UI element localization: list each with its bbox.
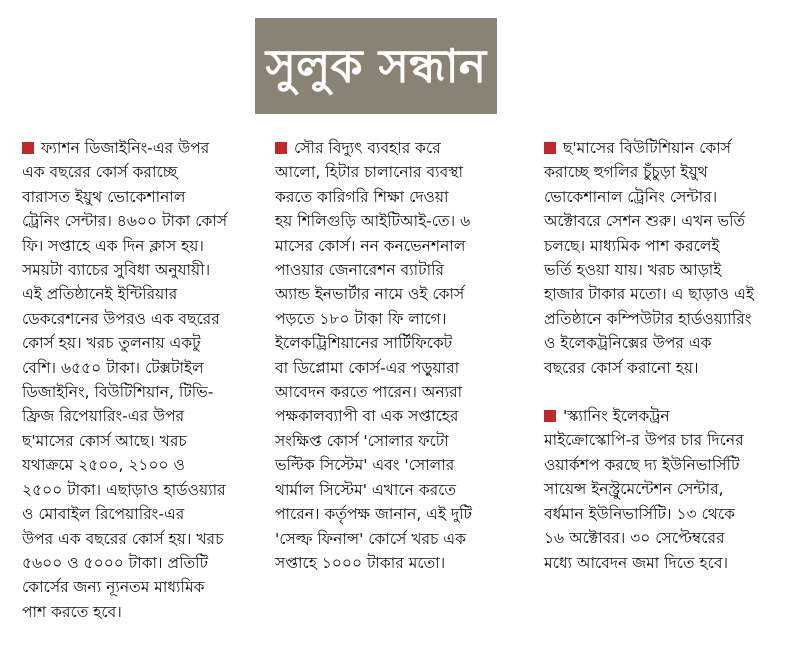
text-line: ছ'মাসের কোর্স আছে। খরচ — [22, 431, 187, 450]
text-line: কোর্সের জন্য ন্যূনতম মাধ্যমিক — [22, 578, 205, 597]
text-line: ও ইলেকট্রনিক্সের উপর এক — [544, 334, 712, 353]
text-line — [544, 404, 786, 428]
text-line: ডিজাইনিং, বিউটিশিয়ান, টিভি- — [22, 383, 214, 402]
text-line: অ্যান্ড ইনভার্টার নামে ওই কোর্স — [275, 285, 465, 304]
text-line — [22, 136, 260, 160]
news-item — [544, 404, 786, 575]
square-bullet-icon — [544, 410, 556, 422]
text-line: ভোকেশানাল ট্রেনিং সেন্টার। — [544, 187, 718, 206]
text-line: বা ডিপ্লোমা কোর্স-এর পড়ুয়ারা — [275, 358, 460, 377]
text-line-content: 'স্ক্যানিং ইলেকট্রন — [563, 407, 670, 426]
text-line: আলো, হিটার চালানোর ব্যবস্থা — [275, 163, 464, 182]
text-line: ও মোবাইল রিপেয়ারিং-এর — [22, 505, 185, 524]
text-line: পারেন। কর্তৃপক্ষ জানান, এই দুটি — [275, 505, 472, 524]
text-line: বছরের কোর্স করানো হয়। — [544, 358, 699, 377]
text-line: মধ্যে আবেদন জমা দিতে হবে। — [544, 553, 729, 572]
news-item — [544, 136, 786, 380]
text-line: সময়টা ব্যাচের সুবিধা অনুযায়ী। — [22, 261, 211, 280]
text-line: হয় শিলিগুড়ি আইটিআই-তে। ৬ — [275, 212, 471, 231]
text-line: আবেদন করতে পারেন। অন্যরা — [275, 383, 463, 402]
text-line: পড়তে ১৮০ টাকা ফি লাগে। — [275, 309, 447, 328]
text-line: থার্মাল সিস্টেম' এখানে করতে — [275, 480, 456, 499]
text-line: বারাসত ইয়ুথ ভোকেশানাল — [22, 187, 186, 206]
page-title: সুলুক সন্ধান — [265, 39, 487, 93]
text-line: এই প্রতিষ্ঠানেই ইন্টিরিয়ার — [22, 285, 178, 304]
text-line: ট্রেনিং সেন্টার। ৪৬০০ টাকা কোর্স — [22, 212, 228, 231]
text-line: ফি। সপ্তাহে এক দিন ক্লাস হয়। — [22, 236, 204, 255]
text-line: কোর্স হয়। খরচ তুলনায় একটু — [22, 334, 201, 353]
column-3 — [544, 136, 786, 599]
text-line: প্রতিষ্ঠানে কম্পিউটার হার্ডওয়্যারিং — [544, 309, 752, 328]
text-line: মাসের কোর্স। নন কনভেনশনাল — [275, 236, 466, 255]
text-line: পাশ করতে হবে। — [22, 602, 122, 621]
text-line: হাজার টাকার মতো। এ ছাড়াও এই — [544, 285, 754, 304]
text-line: উপর এক বছরের কোর্স হয়। খরচ — [22, 529, 224, 548]
text-line: যথাক্রমে ২৫০০, ২১০০ ও — [22, 456, 185, 475]
text-line: বেশি। ৬৫৫০ টাকা। টেক্সটাইল — [22, 358, 204, 377]
square-bullet-icon — [544, 142, 556, 154]
text-line: ৫৬০০ ও ৫০০০ টাকা। প্রতিটি — [22, 553, 209, 572]
column-2 — [275, 136, 521, 599]
text-line: 'সেল্ফ ফিনান্স' কোর্সে খরচ এক — [275, 529, 466, 548]
text-line: বর্ধমান ইউনিভার্সিটি। ১৩ থেকে — [544, 504, 735, 523]
news-item — [275, 136, 521, 575]
text-line: ইলেকট্রিশিয়ানের সার্টিফিকেট — [275, 334, 453, 353]
text-line: চলছে। মাধ্যমিক পাশ করলেই — [544, 236, 720, 255]
text-line: ২৫০০ টাকা। এছাড়াও হার্ডওয়্যার — [22, 480, 226, 499]
text-line: সংক্ষিপ্ত কোর্স 'সোলার ফটো — [275, 431, 449, 450]
text-line — [544, 136, 786, 160]
text-line: ফ্রিজ রিপেয়ারিং-এর উপর — [22, 407, 185, 426]
text-line: সায়েন্স ইনস্ট্রুমেন্টেশন সেন্টার, — [544, 480, 724, 499]
text-line — [275, 136, 521, 160]
text-line: এক বছরের কোর্স করাচ্ছে — [22, 163, 178, 182]
news-item — [22, 136, 260, 624]
text-line-content: সৌর বিদ্যুৎ ব্যবহার করে — [294, 139, 441, 157]
text-line: সপ্তাহে ১০০০ টাকার মতো। — [275, 553, 446, 572]
text-line: পক্ষকালব্যাপী বা এক সপ্তাহের — [275, 407, 459, 426]
column-1 — [22, 136, 260, 648]
text-line: ১৬ অক্টোবর। ৩০ সেপ্টেম্বরের — [544, 529, 725, 548]
text-line: ভল্টিক সিস্টেম' এবং 'সোলার — [275, 456, 455, 475]
text-line: অক্টোবরে সেশন শুরু। এখন ভর্তি — [544, 212, 746, 231]
title-banner — [255, 18, 497, 114]
square-bullet-icon — [22, 142, 34, 154]
text-line: ডেকরেশনের উপরও এক বছরের — [22, 309, 220, 328]
text-line: মাইক্রোস্কোপি-র উপর চার দিনের — [544, 431, 744, 450]
square-bullet-icon — [275, 142, 287, 154]
text-line: ওয়ার্কশপ করছে দ্য ইউনিভার্সিটি — [544, 455, 740, 474]
text-line: পাওয়ার জেনারেশন ব্যাটারি — [275, 261, 445, 280]
text-line-content: ছ'মাসের বিউটিশিয়ান কোর্স — [563, 139, 731, 157]
text-line: করতে কারিগরি শিক্ষা দেওয়া — [275, 187, 449, 206]
text-line-content: ফ্যাশন ডিজাইনিং-এর উপর — [41, 139, 210, 157]
text-line: করাচ্ছে হুগলির চুঁচুড়া ইয়ুথ — [544, 163, 708, 182]
text-line: ভর্তি হওয়া যায়। খরচ আড়াই — [544, 261, 722, 280]
